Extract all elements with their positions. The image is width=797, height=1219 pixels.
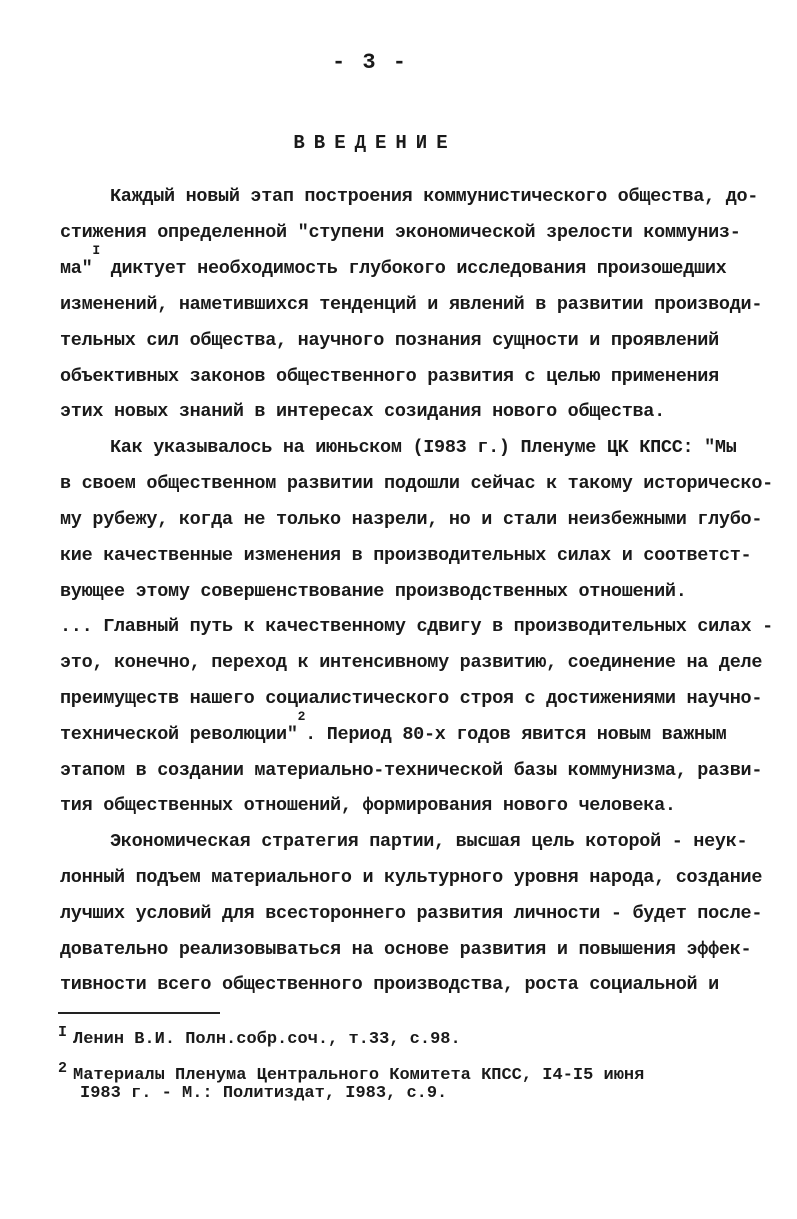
footnote [58,1060,645,1085]
text-line-part: . Период 80-х годов явится новым важным [305,724,727,745]
text-line: му рубежу, когда не только назрели, но и стали неизбежными глубо- [60,509,763,530]
section-heading: ВВЕДЕНИЕ [293,132,457,154]
text-line-part: ма" [60,258,93,279]
footnote-ref: I [92,243,100,258]
text-line: этих новых знаний в интересах созидания нового общества. [60,401,665,422]
footnote-divider [58,1012,220,1014]
text-line: ... Главный путь к качественному сдвигу в производительных силах - [60,616,773,637]
text-line: Экономическая стратегия партии, высшая цель которой - неук- [110,831,748,852]
page-number: - 3 - [331,50,408,75]
text-line: кие качественные изменения в производительных силах и соответст- [60,545,752,566]
footnote [58,1024,461,1049]
footnote-mark: I [58,1024,68,1041]
text-line: изменений, наметившихся тенденций и явлений в развитии производи- [60,294,763,315]
text-line: лучших условий для всестороннего развития личности - будет после- [60,903,763,924]
text-line: тия общественных отношений, формирования нового человека. [60,795,676,816]
text-line: тивности всего общественного производства, роста социальной и [60,974,719,995]
text-line: в своем общественном развитии подошли сейчас к такому историческо- [60,473,773,494]
text-line [60,709,760,747]
text-line: объективных законов общественного развития с целью применения [60,366,719,387]
text-line-part: технической революции" [60,724,298,745]
text-line: лонный подъем материального и культурного уровня народа, создание [60,867,763,888]
text-line [60,243,760,281]
footnote-mark: 2 [58,1060,68,1077]
text-line: тельных сил общества, научного познания сущности и проявлений [60,330,719,351]
footnote-ref: 2 [297,709,306,724]
text-line: вующее этому совершенствование производственных отношений. [60,581,687,602]
text-line: довательно реализовываться на основе развития и повышения эффек- [60,939,752,960]
text-line: Каждый новый этап построения коммунистического общества, до- [110,186,759,207]
text-line: преимуществ нашего социалистического строя с достижениями научно- [60,688,763,709]
footnote-text: Ленин В.И. Полн.собр.соч., т.33, с.98. [73,1030,461,1049]
text-line-part: диктует необходимость глубокого исследования произошедших [99,258,727,279]
text-line: стижения определенной "ступени экономической зрелости коммуниз- [60,222,741,243]
text-line: это, конечно, переход к интенсивному развитию, соединение на деле [60,652,763,673]
footnote-text: Материалы Пленума Центрального Комитета КПСС, I4-I5 июня [73,1066,645,1085]
text-line: Как указывалось на июньском (I983 г.) Пленуме ЦК КПСС: "Мы [110,437,737,458]
footnote-text: I983 г. - М.: Политиздат, I983, с.9. [80,1084,448,1103]
text-line: этапом в создании материально-технической базы коммунизма, разви- [60,760,763,781]
